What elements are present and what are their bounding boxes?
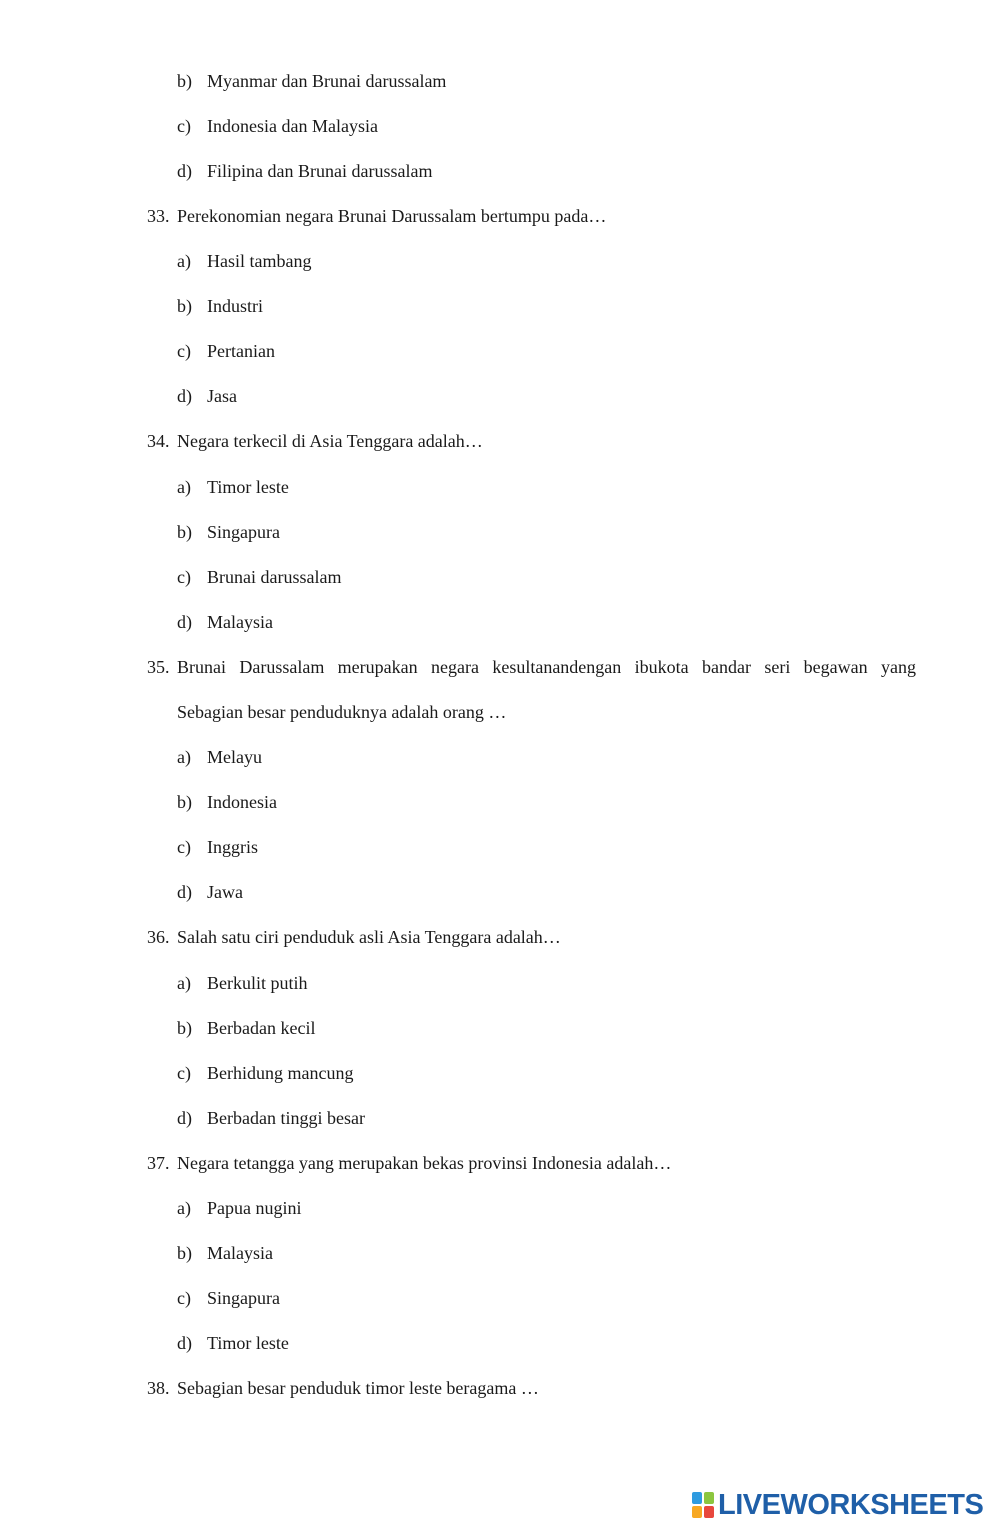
option-text: Jawa (207, 882, 243, 902)
option-letter: a) (177, 747, 191, 767)
question-text: Negara tetangga yang merupakan bekas provinsi Indonesia adalah… (177, 1153, 672, 1173)
option-letter: a) (177, 973, 191, 993)
option-text: Berbadan tinggi besar (207, 1108, 365, 1128)
option-text: Berkulit putih (207, 973, 308, 993)
option-text: Melayu (207, 747, 262, 767)
question-number: 34. (147, 431, 170, 451)
option-letter: d) (177, 1333, 192, 1353)
question-number: 36. (147, 927, 170, 947)
option-letter: d) (177, 1108, 192, 1128)
option-text: Myanmar dan Brunai darussalam (207, 71, 447, 91)
option-letter: c) (177, 341, 191, 361)
option-text: Indonesia dan Malaysia (207, 116, 378, 136)
question-text: Salah satu ciri penduduk asli Asia Tenggara adalah… (177, 927, 561, 947)
option-letter: a) (177, 251, 191, 271)
option-letter: c) (177, 567, 191, 587)
option-text: Industri (207, 296, 263, 316)
option-letter: c) (177, 837, 191, 857)
liveworksheets-logo-icon (692, 1492, 714, 1518)
option-letter: b) (177, 792, 192, 812)
option-text: Pertanian (207, 341, 275, 361)
question-text: Sebagian besar penduduk timor leste beragama … (177, 1378, 539, 1398)
option-text: Indonesia (207, 792, 277, 812)
question-number: 37. (147, 1153, 170, 1173)
option-letter: c) (177, 1063, 191, 1083)
logo-square-red (704, 1506, 714, 1518)
option-text: Timor leste (207, 477, 289, 497)
option-letter: b) (177, 1243, 192, 1263)
option-text: Malaysia (207, 612, 273, 632)
option-letter: d) (177, 161, 192, 181)
option-text: Berhidung mancung (207, 1063, 354, 1083)
option-text: Hasil tambang (207, 251, 312, 271)
question-text-line2: Sebagian besar penduduknya adalah orang … (177, 702, 507, 722)
option-letter: b) (177, 1018, 192, 1038)
question-number: 35. (147, 657, 170, 677)
option-text: Jasa (207, 386, 237, 406)
option-text: Papua nugini (207, 1198, 302, 1218)
logo-square-orange (692, 1506, 702, 1518)
option-text: Singapura (207, 522, 280, 542)
option-letter: d) (177, 612, 192, 632)
option-letter: d) (177, 386, 192, 406)
question-number: 33. (147, 206, 170, 226)
question-number: 38. (147, 1378, 170, 1398)
option-letter: d) (177, 882, 192, 902)
question-text: Negara terkecil di Asia Tenggara adalah… (177, 431, 483, 451)
option-letter: b) (177, 296, 192, 316)
option-letter: a) (177, 477, 191, 497)
option-text: Singapura (207, 1288, 280, 1308)
option-letter: b) (177, 71, 192, 91)
liveworksheets-logo (692, 1488, 983, 1522)
option-letter: b) (177, 522, 192, 542)
option-text: Brunai darussalam (207, 567, 342, 587)
option-letter: c) (177, 116, 191, 136)
question-text: Perekonomian negara Brunai Darussalam bertumpu pada… (177, 206, 607, 226)
option-letter: a) (177, 1198, 191, 1218)
option-text: Timor leste (207, 1333, 289, 1353)
logo-square-blue (692, 1492, 702, 1504)
option-text: Berbadan kecil (207, 1018, 316, 1038)
logo-square-green (704, 1492, 714, 1504)
question-text: Brunai Darussalam merupakan negara kesultanandengan ibukota bandar seri begawan yang (177, 657, 916, 677)
logo-text: LIVEWORKSHEETS (718, 1489, 984, 1521)
option-text: Inggris (207, 837, 258, 857)
option-letter: c) (177, 1288, 191, 1308)
option-text: Filipina dan Brunai darussalam (207, 161, 433, 181)
option-text: Malaysia (207, 1243, 273, 1263)
